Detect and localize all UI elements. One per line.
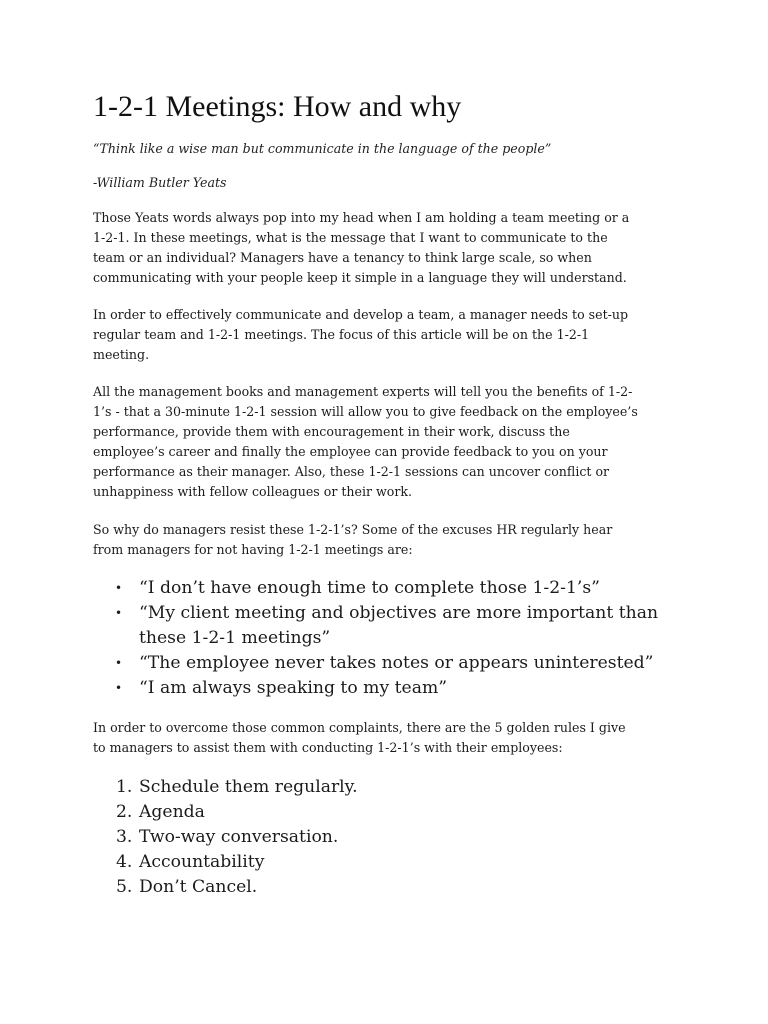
- paragraph-line: meeting.: [93, 347, 150, 362]
- paragraph-excuses-intro: [93, 520, 693, 560]
- epigraph-quote: “Think like a wise man but communicate in the language of the people”: [93, 141, 552, 156]
- paragraph-line: In order to effectively communicate and develop a team, a manager needs to set-up: [93, 307, 629, 322]
- list-item-number: 4.: [116, 852, 133, 872]
- paragraph-line: In order to overcome those common complaints, there are the 5 golden rules I give: [93, 720, 626, 735]
- paragraph-line: communicating with your people keep it simple in a language they will understand.: [93, 270, 627, 285]
- excuses-list: [93, 576, 658, 701]
- paragraph-line: 1’s - that a 30-minute 1-2-1 session will allow you to give feedback on the employee’s: [93, 404, 638, 419]
- list-item-number: 2.: [116, 802, 133, 822]
- quote-attribution: -William Butler Yeats: [93, 175, 227, 190]
- list-item: [93, 875, 358, 900]
- bullet-icon: •: [115, 656, 123, 670]
- paragraph-line: performance, provide them with encouragement in their work, discuss the: [93, 424, 570, 439]
- bullet-icon: •: [115, 681, 123, 695]
- list-item-text: “I am always speaking to my team”: [139, 678, 448, 698]
- paragraph-benefits: [93, 382, 693, 502]
- list-item-number: 1.: [116, 777, 133, 797]
- paragraph-focus: [93, 305, 693, 365]
- list-item: [93, 825, 358, 850]
- list-item: [93, 576, 658, 601]
- paragraph-line: regular team and 1-2-1 meetings. The focus of this article will be on the 1-2-1: [93, 327, 590, 342]
- list-item-text: Don’t Cancel.: [139, 877, 258, 897]
- list-item-text: these 1-2-1 meetings”: [139, 628, 331, 648]
- paragraph-line: So why do managers resist these 1-2-1’s? Some of the excuses HR regularly hear: [93, 522, 613, 537]
- paragraph-intro: [93, 208, 693, 288]
- bullet-icon: •: [115, 606, 123, 620]
- list-item-text: Agenda: [139, 802, 205, 822]
- list-item-text: Accountability: [139, 852, 265, 872]
- list-item-text: Schedule them regularly.: [139, 777, 358, 797]
- paragraph-line: 1-2-1. In these meetings, what is the message that I want to communicate to the: [93, 230, 608, 245]
- list-item: [93, 850, 358, 875]
- list-item-text: Two-way conversation.: [139, 827, 339, 847]
- paragraph-line: employee’s career and finally the employee can provide feedback to you on your: [93, 444, 608, 459]
- list-item: [93, 676, 658, 701]
- page-title: 1-2-1 Meetings: How and why: [93, 90, 462, 123]
- list-item: [93, 800, 358, 825]
- golden-rules-list: [93, 775, 358, 900]
- paragraph-line: performance as their manager. Also, these 1-2-1 sessions can uncover conflict or: [93, 464, 610, 479]
- paragraph-rules-intro: [93, 718, 693, 758]
- list-item-number: 3.: [116, 827, 133, 847]
- paragraph-line: from managers for not having 1-2-1 meetings are:: [93, 542, 413, 557]
- paragraph-line: unhappiness with fellow colleagues or their work.: [93, 484, 413, 499]
- list-item-text: “My client meeting and objectives are more important than: [139, 603, 659, 623]
- paragraph-line: team or an individual? Managers have a tenancy to think large scale, so when: [93, 250, 592, 265]
- paragraph-line: All the management books and management experts will tell you the benefits of 1-2-: [93, 384, 633, 399]
- list-item-text: “The employee never takes notes or appears uninterested”: [139, 653, 654, 673]
- list-item: [93, 775, 358, 800]
- list-item-text: “I don’t have enough time to complete those 1-2-1’s”: [139, 578, 600, 598]
- list-item: [93, 601, 658, 651]
- bullet-icon: •: [115, 581, 123, 595]
- list-item: [93, 651, 658, 676]
- paragraph-line: to managers to assist them with conducting 1-2-1’s with their employees:: [93, 740, 563, 755]
- paragraph-line: Those Yeats words always pop into my head when I am holding a team meeting or a: [93, 210, 630, 225]
- list-item-number: 5.: [116, 877, 133, 897]
